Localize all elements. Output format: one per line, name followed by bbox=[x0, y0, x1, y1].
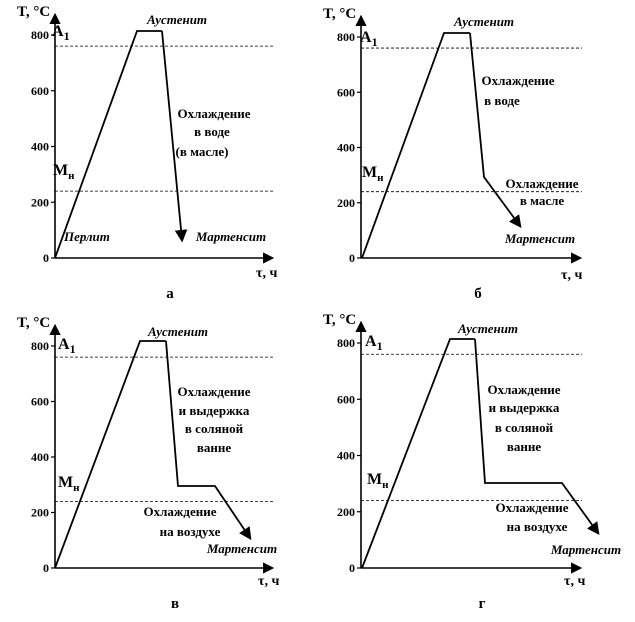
mn-letter: M bbox=[58, 474, 74, 491]
panel-a bbox=[17, 4, 277, 302]
cooling-text-line: Охлаждение bbox=[177, 106, 251, 121]
a1-subscript: 1 bbox=[69, 342, 76, 356]
austenite-label: Аустенит bbox=[147, 12, 208, 27]
austenite-label: Аустенит bbox=[458, 321, 519, 336]
a1-subscript: 1 bbox=[63, 29, 70, 43]
mn-subscript: н bbox=[68, 170, 75, 182]
y-tick-label: 0 bbox=[43, 251, 49, 265]
heating-curve bbox=[55, 31, 162, 258]
y-tick-label: 0 bbox=[349, 561, 355, 575]
mn-label bbox=[367, 471, 389, 491]
panel-caption: а bbox=[166, 286, 174, 302]
a1-label bbox=[365, 333, 383, 353]
cooling-curve bbox=[162, 31, 182, 240]
second-cooling-text-line: в масле bbox=[519, 193, 565, 208]
y-axis-title: T, °C bbox=[323, 6, 357, 22]
a1-label bbox=[360, 29, 378, 49]
y-axis-title: T, °C bbox=[323, 312, 357, 328]
martensite-label: Мартенсит bbox=[195, 229, 267, 244]
mn-label bbox=[53, 162, 75, 182]
second-cooling-text-line: Охлаждение bbox=[143, 504, 217, 519]
y-tick-label: 0 bbox=[43, 561, 49, 575]
martensite-label: Мартенсит bbox=[550, 542, 622, 557]
cooling-curve bbox=[470, 33, 520, 226]
y-tick-label: 800 bbox=[337, 30, 355, 44]
second-cooling-text-line: Охлаждение bbox=[505, 176, 579, 191]
heating-curve bbox=[362, 33, 470, 258]
a1-letter: A bbox=[58, 336, 70, 353]
panel-caption: в bbox=[170, 596, 180, 612]
mn-label bbox=[58, 474, 80, 494]
a1-subscript: 1 bbox=[371, 35, 378, 49]
y-tick-label: 600 bbox=[337, 85, 355, 100]
austenite-label: Аустенит bbox=[454, 14, 515, 29]
austenite-label: Аустенит bbox=[148, 324, 209, 339]
mn-subscript: н bbox=[73, 482, 80, 494]
cooling-text-line: и выдержка bbox=[178, 403, 250, 418]
mn-letter: M bbox=[362, 164, 378, 181]
y-tick-label: 400 bbox=[31, 139, 49, 154]
a1-letter: A bbox=[365, 333, 377, 350]
cooling-text-line: (в масле) bbox=[175, 144, 229, 159]
martensite-label: Мартенсит bbox=[206, 541, 278, 556]
y-tick-label: 400 bbox=[31, 450, 49, 464]
cooling-text-line: ванне bbox=[196, 440, 232, 455]
mn-label bbox=[362, 164, 384, 184]
y-axis-title: T, °C bbox=[17, 315, 51, 331]
mn-letter: M bbox=[367, 471, 383, 488]
mn-subscript: н bbox=[382, 479, 389, 491]
mn-letter: M bbox=[53, 162, 69, 179]
cooling-text-line: Охлаждение bbox=[487, 382, 561, 397]
x-axis-title: τ, ч bbox=[258, 574, 280, 589]
mn-subscript: н bbox=[377, 172, 384, 184]
cooling-text-line: и выдержка bbox=[488, 400, 560, 415]
panel-v bbox=[17, 315, 279, 612]
heating-curve bbox=[55, 341, 166, 568]
second-cooling-text-line: на воздухе bbox=[506, 519, 568, 534]
a1-letter: A bbox=[52, 23, 64, 40]
y-tick-label: 200 bbox=[337, 195, 355, 210]
y-axis-title: T, °C bbox=[17, 4, 51, 20]
heating-curve bbox=[362, 339, 475, 568]
y-tick-label: 800 bbox=[31, 339, 49, 353]
cooling-text-line: Охлаждение bbox=[481, 73, 555, 88]
y-tick-label: 800 bbox=[31, 28, 49, 42]
y-tick-label: 0 bbox=[349, 251, 355, 265]
panel-caption: г bbox=[478, 596, 486, 612]
y-tick-label: 800 bbox=[337, 336, 355, 350]
y-tick-label: 200 bbox=[337, 504, 355, 519]
x-axis-title: τ, ч bbox=[561, 268, 583, 283]
cooling-text-line: Охлаждение bbox=[177, 384, 251, 399]
y-tick-label: 600 bbox=[337, 392, 355, 407]
y-tick-label: 600 bbox=[31, 394, 49, 409]
y-tick-label: 600 bbox=[31, 83, 49, 98]
cooling-text-line: в воде bbox=[484, 93, 520, 108]
y-tick-label: 400 bbox=[337, 140, 355, 155]
panel-g bbox=[323, 312, 621, 612]
y-tick-label: 400 bbox=[337, 448, 355, 463]
cooling-text-line: в воде bbox=[194, 124, 230, 139]
a1-label bbox=[58, 336, 76, 356]
x-axis-title: τ, ч bbox=[564, 574, 586, 589]
martensite-label: Мартенсит bbox=[504, 231, 576, 246]
cooling-text-line: ванне bbox=[506, 439, 542, 454]
cooling-text-line: в соляной bbox=[494, 420, 554, 435]
panel-caption: б bbox=[474, 286, 482, 302]
panel-b bbox=[323, 6, 582, 302]
second-cooling-text-line: Охлаждение bbox=[495, 500, 569, 515]
a1-letter: A bbox=[360, 29, 372, 46]
second-cooling-text-line: на воздухе bbox=[159, 524, 221, 539]
x-axis-title: τ, ч bbox=[256, 266, 278, 281]
cooling-text-line: в соляной bbox=[184, 421, 244, 436]
a1-subscript: 1 bbox=[376, 339, 383, 353]
y-tick-label: 200 bbox=[31, 505, 49, 520]
pearlite-label: Перлит bbox=[64, 229, 110, 244]
y-tick-label: 200 bbox=[31, 195, 49, 210]
